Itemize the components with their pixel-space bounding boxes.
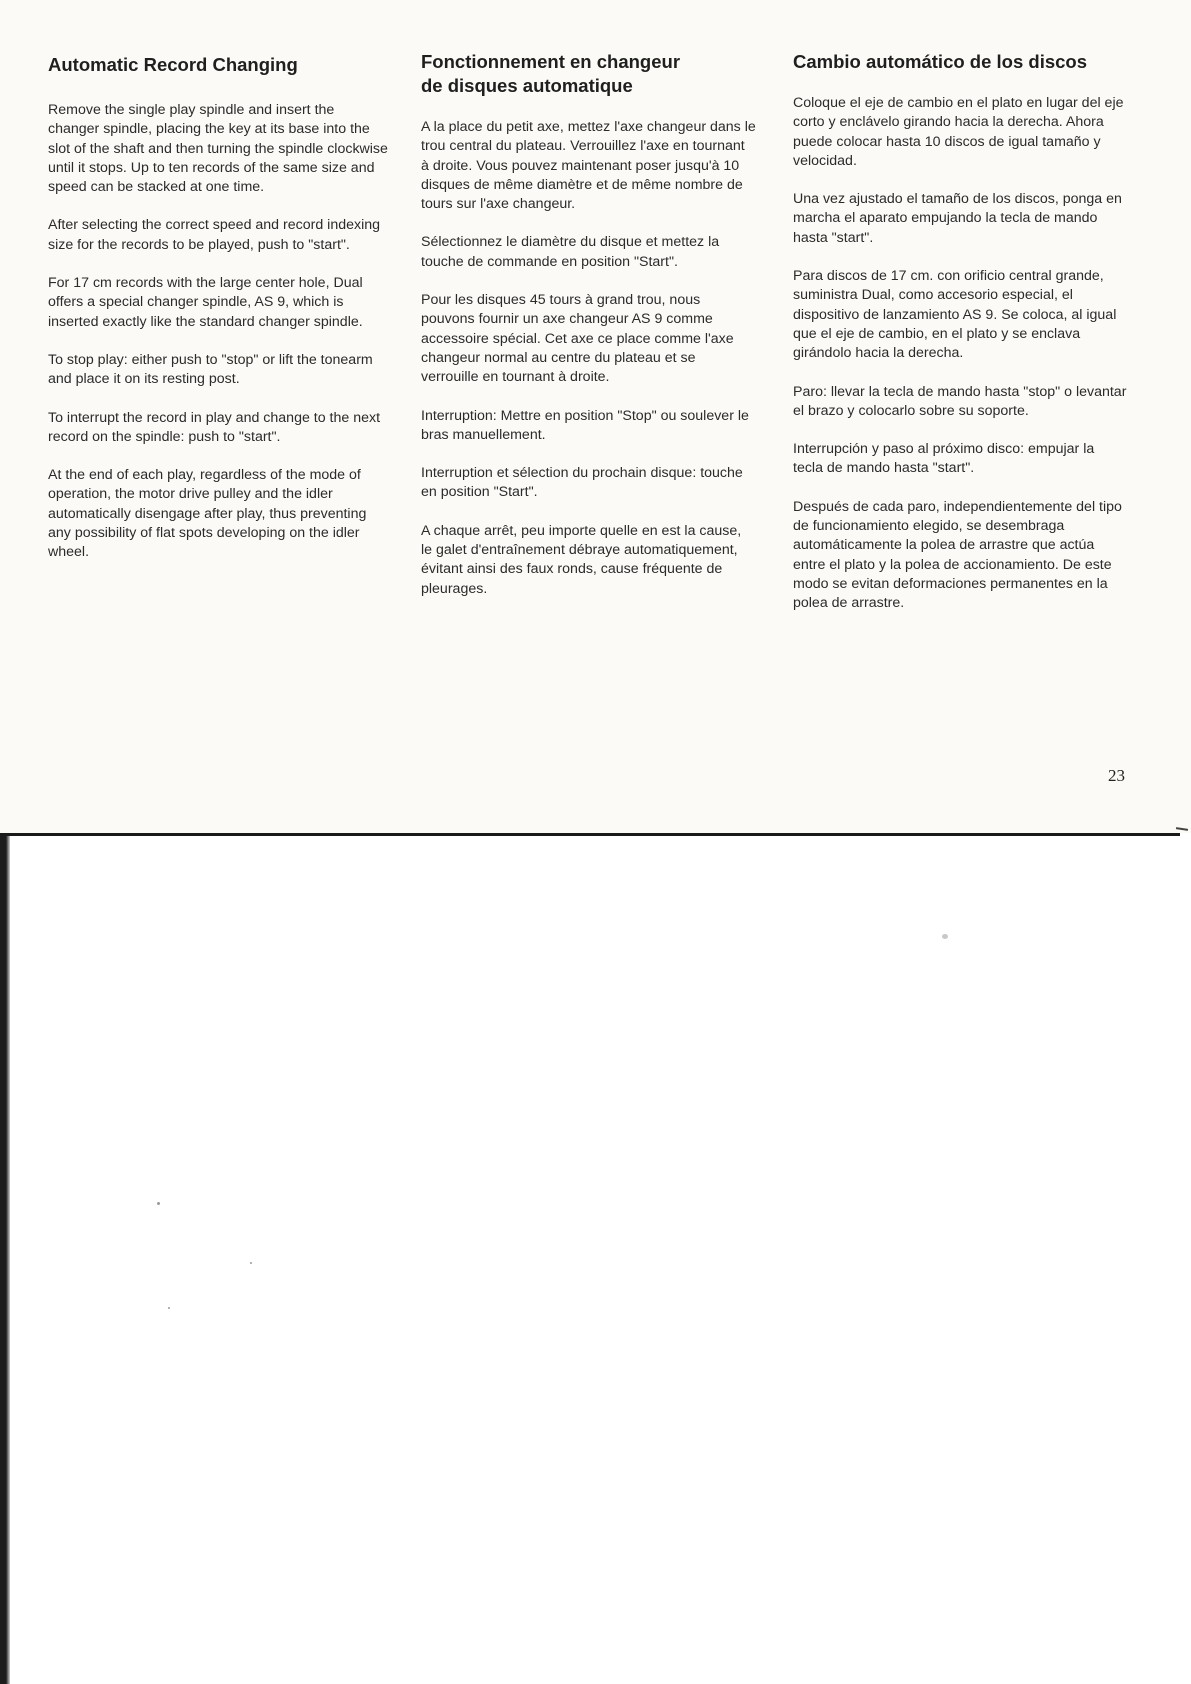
paragraph: To stop play: either push to "stop" or lift the tonearm and place it on its resting post. <box>48 351 373 388</box>
paragraph: For 17 cm records with the large center hole, Dual offers a special changer spindle, AS 9, which is inserted exactly like the standard changer spindle. <box>48 275 363 330</box>
paragraph: Coloque el eje de cambio en el plato en lugar del eje corto y enclávelo girando hacia la derecha. Ahora puede colocar hasta 10 discos de igual tamaño y velocidad. <box>793 95 1124 169</box>
paragraph: Para discos de 17 cm. con orificio central grande, suministra Dual, como accesorio especial, el dispositivo de lanzamiento AS 9. Se coloca, al igual que el eje de cambio, en el plato y se enclava girándolo hacia la derecha. <box>793 268 1117 362</box>
scan-speck <box>157 1202 160 1205</box>
paragraph: A chaque arrêt, peu importe quelle en est la cause, le galet d'entraînement débraye automatiquement, évitant ainsi des faux ronds, cause fréquente de pleurages. <box>421 522 742 597</box>
scan-speck <box>942 934 948 939</box>
paragraph: To interrupt the record in play and change to the next record on the spindle: push to "start". <box>48 409 381 445</box>
scan-speck <box>168 1307 170 1309</box>
heading-spanish: Cambio automático de los discos <box>793 51 1088 72</box>
heading-english: Automatic Record Changing <box>48 54 298 75</box>
paragraph: Sélectionnez le diamètre du disque et mettez la touche de commande en position "Start". <box>421 234 720 270</box>
heading-french: Fonctionnement en changeur de disques automatique <box>421 51 681 96</box>
column-english <box>48 50 388 582</box>
paragraph: Interruption et sélection du prochain disque: touche en position "Start". <box>421 465 743 501</box>
page-edge-line <box>0 833 1180 836</box>
paragraph: Remove the single play spindle and insert the changer spindle, placing the key at its base into the slot of the shaft and then turning the spindle clockwise until it stops. Up to ten records of the same size and speed can be stacked at one time. <box>48 102 388 196</box>
paragraph: Pour les disques 45 tours à grand trou, nous pouvons fournir un axe changeur AS 9 comme accessoire spécial. Cet axe ce place comme l'axe changeur normal au centre du plateau et se verrouille en tournant à droite. <box>421 292 734 386</box>
manual-page <box>0 0 1191 833</box>
paragraph: Interruption: Mettre en position "Stop" ou soulever le bras manuellement. <box>421 407 749 443</box>
paragraph: Una vez ajustado el tamaño de los discos, ponga en marcha el aparato empujando la tecla de mando hasta "start". <box>793 191 1122 246</box>
scan-edge-shadow <box>0 836 10 1684</box>
column-french <box>421 50 756 618</box>
scan-speck <box>250 1262 252 1264</box>
paragraph: At the end of each play, regardless of the mode of operation, the motor drive pulley and the idler automatically disengage after play, thus preventing any possibility of flat spots developing on the idler wheel. <box>48 467 367 561</box>
paragraph: Paro: llevar la tecla de mando hasta "stop" o levantar el brazo y colocarlo sobre su soporte. <box>793 383 1127 419</box>
page-number: 23 <box>1108 766 1125 785</box>
paragraph: A la place du petit axe, mettez l'axe changeur dans le trou central du plateau. Verrouillez l'axe en tournant à droite. Vous pouvez maintenant poser jusqu'à 10 disques de même diamètre et de même nombre de tours sur l'axe changeur. <box>421 119 756 213</box>
paragraph: After selecting the correct speed and record indexing size for the records to be played, push to "start". <box>48 217 381 253</box>
paragraph: Interrupción y paso al próximo disco: empujar la tecla de mando hasta "start". <box>793 441 1095 477</box>
paragraph: Después de cada paro, independientemente del tipo de funcionamiento elegido, se desembraga automáticamente la polea de arrastre que actúa entre el plato y la polea de accionamiento. De este modo se evitan deformaciones permanentes en la polea de arrastre. <box>793 498 1122 612</box>
column-spanish <box>793 50 1128 633</box>
